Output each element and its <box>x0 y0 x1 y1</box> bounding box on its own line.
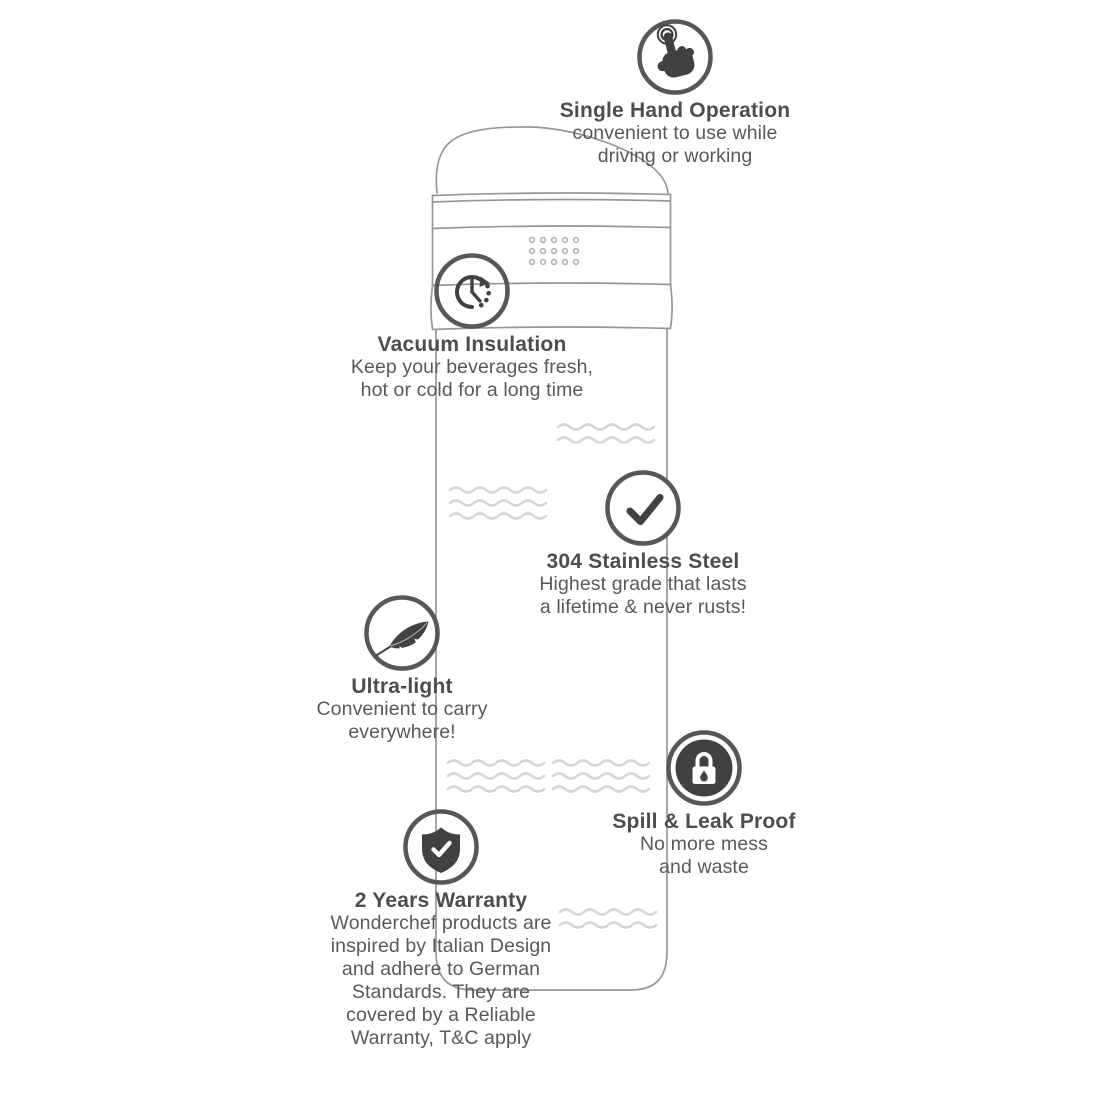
feature-stainless-steel <box>523 469 763 619</box>
feature-single-hand-operation <box>540 18 810 168</box>
checkmark-icon <box>523 469 763 547</box>
feature-line: Standards. They are <box>351 981 531 1003</box>
feature-line: Keep your beverages fresh, <box>350 356 594 378</box>
feature-title: Spill & Leak Proof <box>612 810 796 833</box>
feature-vacuum-insulation <box>330 252 614 402</box>
feature-line: everywhere! <box>348 721 456 743</box>
feature-title: Vacuum Insulation <box>377 333 567 356</box>
feature-line: and waste <box>659 856 749 878</box>
feature-line: a lifetime & never rusts! <box>539 596 747 618</box>
feature-line: Convenient to carry <box>316 698 488 720</box>
feature-line: hot or cold for a long time <box>360 379 584 401</box>
feature-line: Warranty, T&C apply <box>350 1027 532 1049</box>
feature-spill-leak-proof <box>602 729 806 879</box>
feature-title: 304 Stainless Steel <box>546 550 740 573</box>
feature-title: Ultra-light <box>351 675 453 698</box>
clock-duration-icon <box>330 252 614 330</box>
feather-icon <box>292 594 512 672</box>
feature-line: No more mess <box>640 833 768 855</box>
feature-line: driving or working <box>597 145 753 167</box>
padlock-icon <box>602 729 806 807</box>
feature-line: Highest grade that lasts <box>539 573 747 595</box>
feature-line: Wonderchef products are <box>330 912 552 934</box>
feature-two-years-warranty <box>311 808 571 1050</box>
feature-line: covered by a Reliable <box>346 1004 536 1026</box>
hand-tap-icon <box>540 18 810 96</box>
feature-line: and adhere to German <box>341 958 541 980</box>
feature-line: convenient to use while <box>572 122 778 144</box>
shield-check-icon <box>311 808 571 886</box>
feature-title: 2 Years Warranty <box>354 889 528 912</box>
feature-line: inspired by Italian Design <box>330 935 552 957</box>
feature-ultra-light <box>292 594 512 744</box>
feature-title: Single Hand Operation <box>559 99 791 122</box>
